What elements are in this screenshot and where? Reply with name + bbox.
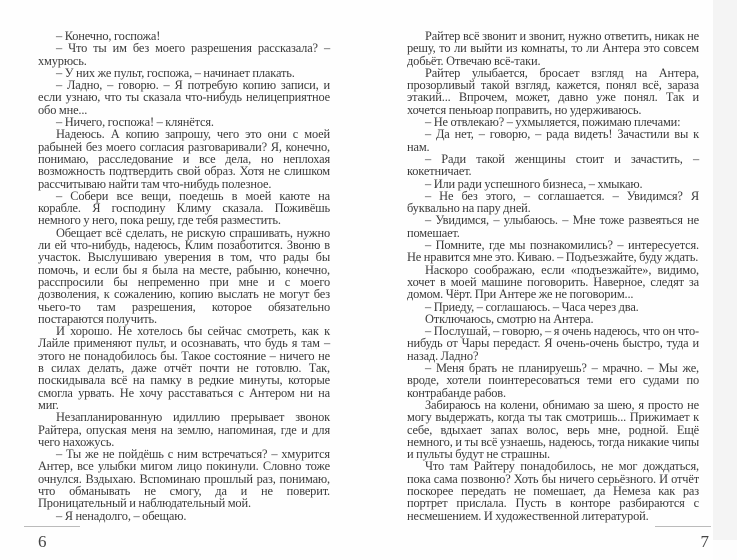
paragraph: Обещает всё сделать, не рискую спрашивать, нужно ли ей что-нибудь, надеюсь, Клим позаботится. Звоню в участок. Выслушиваю уверения в том, что рады бы помочь, и если бы я была на месте, рабыню, конечно, расспросили бы непременно при мне и с моего дозволения, к сожалению, копию выслать не могут без чьего-то там разрешения, которое обязательно постараются получить.: [38, 225, 330, 326]
paragraph: – У них же пульт, госпожа, – начинает плакать.: [56, 65, 295, 80]
paragraph: Райтер всё звонит и звонит, нужно ответить, никак не решу, то ли выйти из комнаты, то ли Антера это совсем добьёт. Отвечаю всё-таки.: [407, 29, 699, 68]
paragraph: – Помните, где мы познакомились? – интересуется. Не нравится мне это. Киваю. – Подъезжайте, буду ждать.: [407, 238, 699, 265]
paragraph: И хорошо. Не хотелось бы сейчас смотреть, как к Лайле применяют пульт, и осознавать, что будь я там – этого не понадобилось бы. Такое состояние – ничего не в силах делать, даже отчёт почти не готовлю. Так, поскидывала всё на памку в редкие минуты, которые смогла урвать. Не хочу расставаться с Антером ни на миг.: [38, 324, 330, 412]
left-page-body: [38, 30, 330, 522]
page-footer: [407, 526, 709, 560]
paragraph: – Увидимся, – улыбаюсь. – Мне тоже развеяться не помешает.: [407, 213, 699, 240]
paragraph: Наскоро соображаю, если «подъезжайте», видимо, хочет в моей машине поговорить. Наверное, следят за домом. Чёрт. При Антере же не поговорим...: [407, 262, 699, 302]
left-page: [0, 0, 368, 560]
paragraph: Надеюсь. А копию запрошу, чего это они с моей рабыней без моего согласия разговаривали? Я, конечно, понимаю, расследование и все дела, но неплохая возможность подтвердить свой образ. Хотя не слишком рассчитываю найти там что-нибудь полезное.: [38, 127, 330, 191]
paragraph: Отключаюсь, смотрю на Антера.: [425, 311, 594, 326]
page-number: 7: [700, 531, 709, 551]
paragraph: – Да нет, – говорю, – рада видеть! Зачастили вы к нам.: [407, 127, 699, 154]
footer-rule: [655, 526, 711, 527]
paragraph: – Что ты им без моего разрешения рассказала? – хмурюсь.: [38, 41, 330, 68]
paragraph: – Собери все вещи, поедешь в моей каюте на корабле. Я господину Климу сказала. Поживёшь немного у него, пока решу, где тебя разместить.: [38, 188, 330, 228]
paragraph: – Или ради успешного бизнеса, – хмыкаю.: [425, 176, 643, 191]
paragraph: Райтер улыбается, бросает взгляд на Антера, прозорливый такой взгляд, кажется, понял всё, зараза этакий... Впрочем, может, давно уже понял. Так и хочется пеньюар поправить, но удерживаюсь.: [407, 65, 699, 117]
paragraph: – Послушай, – говорю, – я очень надеюсь, что он что-нибудь от Чары передаст. Я очень-очень быстро, туда и назад. Ладно?: [407, 324, 699, 363]
paragraph: – Ты же не пойдёшь с ним встречаться? – хмурится Антер, все улыбки мигом лицо покинули. Словно тоже очнулся. Вздыхаю. Вспоминаю прошлый раз, понимаю, что обманывать не смогу, да и не поверит. Проницательный и наблюдательный мой.: [38, 447, 330, 511]
page-edge: [713, 0, 737, 540]
paragraph: – Приеду, – соглашаюсь. – Часа через два.: [425, 299, 639, 314]
paragraph: Незапланированную идиллию прерывает звонок Райтера, опуская меня на землю, напоминая, где и для чего нахожусь.: [38, 410, 330, 449]
paragraph: – Не отвлекаю? – ухмыляется, пожимаю плечами:: [425, 115, 681, 130]
paragraph: – Не без этого, – соглашается. – Увидимся? Я буквально на пару дней.: [407, 188, 699, 216]
paragraph: – Ничего, госпожа! – клянётся.: [56, 115, 214, 130]
paragraph: Что там Райтеру понадобилось, не мог дождаться, пока сама позвоню? Хоть бы ничего серьёзного. И отчёт поскорее передать не помешает, да Немеза как раз портрет прислала. Пусть в конторе разбираются с несмешением. И художественной литературой.: [407, 459, 699, 523]
paragraph: – Ради такой женщины стоит и зачастить, – кокетничает.: [407, 151, 699, 179]
right-page-body: [407, 30, 699, 522]
paragraph: – Меня брать не планируешь? – мрачно. – Мы же, вроде, хотели поинтересоваться теми его судами по контрабанде рабов.: [407, 361, 699, 400]
paragraph: – Конечно, госпожа!: [56, 29, 161, 43]
paragraph: Забираюсь на колени, обнимаю за шею, я просто не могу выдержать, когда ты так смотришь... Прижимает к себе, вдыхает запах волос, верь мне, родной. Ещё немного, и ты всё узнаешь, надеюсь, тогда никакие чипы и пульты будут не страшны.: [407, 397, 699, 462]
paragraph: – Ладно, – говорю. – Я потребую копию записи, и если узнаю, что ты сказала что-нибудь нелицеприятное обо мне...: [38, 78, 330, 117]
right-page: [368, 0, 713, 560]
page-number: 6: [38, 531, 47, 551]
paragraph: – Я ненадолго, – обещаю.: [56, 508, 187, 523]
footer-rule: [24, 526, 80, 527]
page-footer: [38, 526, 330, 560]
